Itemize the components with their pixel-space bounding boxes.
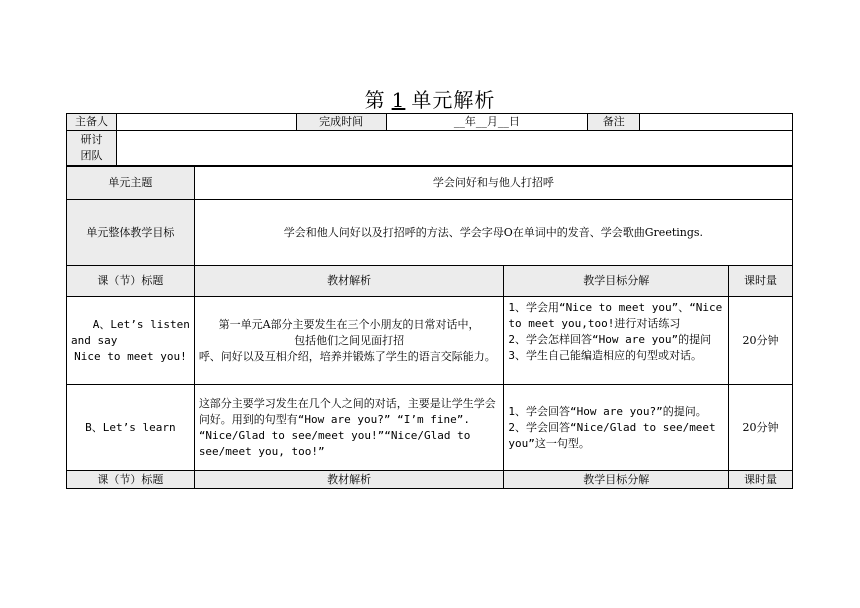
analysis-line: 包括他们之间见面打招 <box>294 333 405 347</box>
hours-cell: 20分钟 <box>729 385 793 471</box>
objective-line: 2、学会怎样回答“How are you”的提问 <box>508 333 712 346</box>
col-hours-header-repeat: 课时量 <box>729 471 793 489</box>
col-analysis-header-repeat: 教材解析 <box>194 471 504 489</box>
unit-number: 1 <box>391 88 406 112</box>
goal-value: 学会和他人问好以及打招呼的方法、学会字母O在单词中的发音、学会歌曲Greetings. <box>194 200 792 266</box>
lesson-cell: B、Let’s learn <box>67 385 195 471</box>
lesson-line: Nice to meet you! <box>74 349 187 363</box>
team-label-line-2: 团队 <box>80 149 103 162</box>
objective-line: 1、学会用“Nice to meet you”、“Nice to meet you,too!进行对话练习 <box>508 301 723 330</box>
objectives-cell <box>504 297 729 385</box>
analysis-line: 呼、问好以及互相介绍，培养并锻炼了学生的语言交际能力。 <box>198 349 496 363</box>
table-row <box>67 385 793 471</box>
lesson-line: and say <box>71 333 118 347</box>
lesson-cell <box>67 297 195 385</box>
theme-label: 单元主题 <box>67 167 195 200</box>
hours-cell: 20分钟 <box>729 297 793 385</box>
table-row <box>67 297 793 385</box>
col-objectives-header-repeat: 教学目标分解 <box>504 471 729 489</box>
team-value <box>116 131 792 166</box>
team-label-line-1: 研讨 <box>80 133 103 146</box>
analysis-cell <box>194 297 504 385</box>
col-lesson-header: 课（节）标题 <box>67 266 195 297</box>
objectives-cell <box>504 385 729 471</box>
lesson-table <box>66 166 793 489</box>
header-table <box>66 113 793 166</box>
lesson-line: A、Let’s listen <box>92 317 190 331</box>
title-prefix: 第 <box>364 88 386 112</box>
finish-time-label: 完成时间 <box>296 114 386 131</box>
objective-line: 3、学生自己能编造相应的句型或对话。 <box>508 349 702 362</box>
col-analysis-header: 教材解析 <box>194 266 504 297</box>
theme-value: 学会问好和与他人打招呼 <box>194 167 792 200</box>
col-objectives-header: 教学目标分解 <box>504 266 729 297</box>
page-title <box>0 84 860 113</box>
col-hours-header: 课时量 <box>729 266 793 297</box>
preparer-value <box>116 114 296 131</box>
analysis-line: 第一单元A部分主要发生在三个小朋友的日常对话中， <box>218 317 480 331</box>
objective-line: 2、学会回答“Nice/Glad to see/meet you”这一句型。 <box>508 420 716 450</box>
remark-value <box>640 114 793 131</box>
objective-line: 1、学会回答“How are you?”的提问。 <box>508 404 707 418</box>
team-label <box>67 131 117 166</box>
finish-time-value: __年__月__日 <box>386 114 588 131</box>
preparer-label: 主备人 <box>67 114 117 131</box>
title-suffix: 单元解析 <box>411 88 496 112</box>
remark-label: 备注 <box>588 114 640 131</box>
analysis-cell: 这部分主要学习发生在几个人之间的对话，主要是让学生学会问好。用到的句型有“How are you?” “I’m fine”. “Nice/Glad to see/meet you!”“Nice/Glad to see/meet you, too!” <box>194 385 504 471</box>
goal-label: 单元整体教学目标 <box>67 200 195 266</box>
col-lesson-header-repeat: 课（节）标题 <box>67 471 195 489</box>
